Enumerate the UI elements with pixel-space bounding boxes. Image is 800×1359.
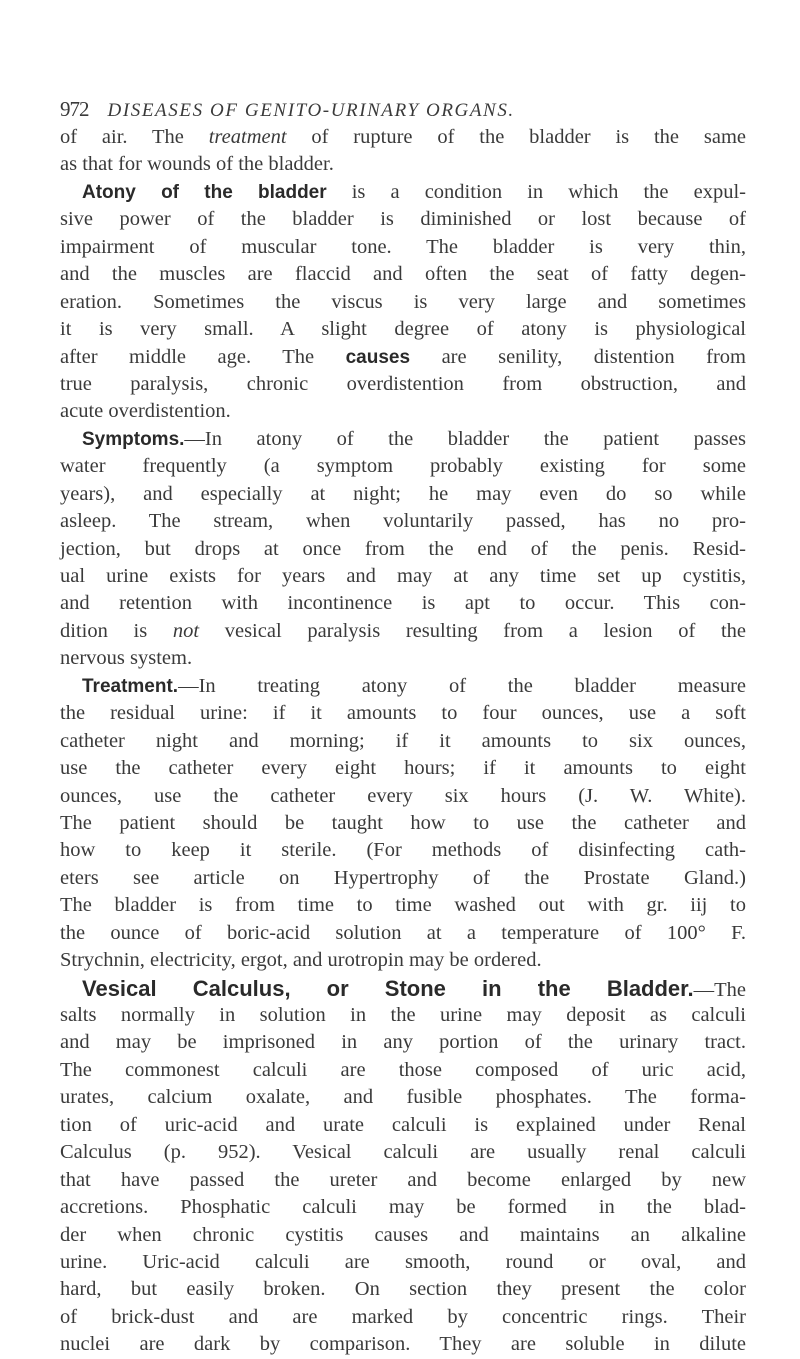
text-line: accretions. Phosphatic calculi may be formed in the blad- <box>60 1196 746 1219</box>
text-segment: is a condition in which the expul- <box>326 180 746 203</box>
text-line: acute overdistention. <box>60 400 231 423</box>
text-segment: after middle age. The <box>60 345 346 368</box>
text-segment: of air. The <box>60 126 209 148</box>
text-line <box>60 179 746 206</box>
section-heading-vesical-calculus: Vesical Calculus, or Stone in the Bladder. <box>82 975 694 1001</box>
text-line: der when chronic cystitis causes and maintains an alkaline <box>60 1223 746 1246</box>
symptoms-heading: Symptoms. <box>82 428 185 450</box>
text-line: and retention with incontinence is apt to occur. This con- <box>60 592 746 615</box>
text-line: years), and especially at night; he may even do so while <box>60 482 746 505</box>
text-line <box>60 426 746 453</box>
page-number: 972 <box>60 97 89 121</box>
text-line: nuclei are dark by comparison. They are soluble in dilute <box>60 1333 746 1356</box>
text-line: The commonest calculi are those composed of uric acid, <box>60 1058 746 1081</box>
text-segment: —In treating atony of the bladder measure <box>178 674 746 697</box>
text-segment: are senility, distention from <box>410 345 746 368</box>
text-line: urates, calcium oxalate, and fusible phosphates. The forma- <box>60 1086 746 1109</box>
text-line: true paralysis, chronic overdistention from obstruction, and <box>60 372 746 395</box>
text-line: water frequently (a symptom probably existing for some <box>60 455 746 478</box>
text-line: The bladder is from time to time washed out with gr. iij to <box>60 894 746 917</box>
italic-term: not <box>172 619 200 642</box>
text-line: tion of uric-acid and urate calculi is explained under Renal <box>60 1113 746 1136</box>
text-line: ounces, use the catheter every six hours (J. W. White). <box>60 784 746 807</box>
text-line: the ounce of boric-acid solution at a temperature of 100° F. <box>60 921 746 944</box>
text-segment: —The <box>693 978 746 1001</box>
text-line: jection, but drops at once from the end of the penis. Resid- <box>60 537 746 560</box>
text-line: and the muscles are flaccid and often the seat of fatty degen- <box>60 263 746 286</box>
text-line: ual urine exists for years and may at any time set up cystitis, <box>60 565 746 587</box>
text-segment: —In atony of the bladder the patient passes <box>184 427 746 450</box>
text-line <box>60 673 746 700</box>
running-title: DISEASES OF GENITO-URINARY ORGANS. <box>107 100 515 121</box>
text-line: how to keep it sterile. (For methods of disinfecting cath- <box>60 839 746 862</box>
section-heading-atony: Atony of the bladder <box>82 181 327 203</box>
text-line <box>60 344 746 371</box>
text-line: hard, but easily broken. On section they present the color <box>60 1278 746 1301</box>
text-segment: vesical paralysis resulting from a lesion of the <box>199 619 746 642</box>
text-line: Calculus (p. 952). Vesical calculi are usually renal calculi <box>60 1141 746 1164</box>
text-line: and may be imprisoned in any portion of the urinary tract. <box>60 1031 746 1054</box>
text-line: salts normally in solution in the urine may deposit as calculi <box>60 1004 746 1026</box>
causes-heading: causes <box>345 346 411 368</box>
text-line: it is very small. A slight degree of atony is physiological <box>60 318 746 341</box>
text-line: eters see article on Hypertrophy of the Prostate Gland.) <box>60 866 746 889</box>
text-line: the residual urine: if it amounts to four ounces, use a soft <box>60 702 746 725</box>
text-segment: of rupture of the bladder is the same <box>286 126 746 148</box>
italic-term: treatment <box>208 126 287 148</box>
text-line: sive power of the bladder is diminished or lost because of <box>60 208 746 231</box>
text-segment: dition is <box>60 619 173 642</box>
text-line <box>60 124 746 151</box>
text-line <box>60 975 746 1002</box>
text-line: The patient should be taught how to use the catheter and <box>60 811 746 834</box>
text-line: catheter night and morning; if it amounts to six ounces, <box>60 729 746 752</box>
text-line: of brick-dust and are marked by concentric rings. Their <box>60 1305 746 1328</box>
running-head <box>60 94 750 124</box>
text-line: impairment of muscular tone. The bladder is very thin, <box>60 235 746 258</box>
text-line: Strychnin, electricity, ergot, and urotropin may be ordered. <box>60 949 542 972</box>
text-line: that have passed the ureter and become enlarged by new <box>60 1168 746 1191</box>
text-line: as that for wounds of the bladder. <box>60 153 334 176</box>
text-line: urine. Uric-acid calculi are smooth, round or oval, and <box>60 1250 746 1273</box>
text-line: asleep. The stream, when voluntarily passed, has no pro- <box>60 510 746 533</box>
text-line <box>60 618 746 645</box>
body-text <box>60 124 746 1359</box>
text-line: use the catheter every eight hours; if it amounts to eight <box>60 757 746 780</box>
text-line: nervous system. <box>60 647 193 670</box>
text-line: eration. Sometimes the viscus is very large and sometimes <box>60 290 746 313</box>
treatment-heading: Treatment. <box>82 675 179 697</box>
